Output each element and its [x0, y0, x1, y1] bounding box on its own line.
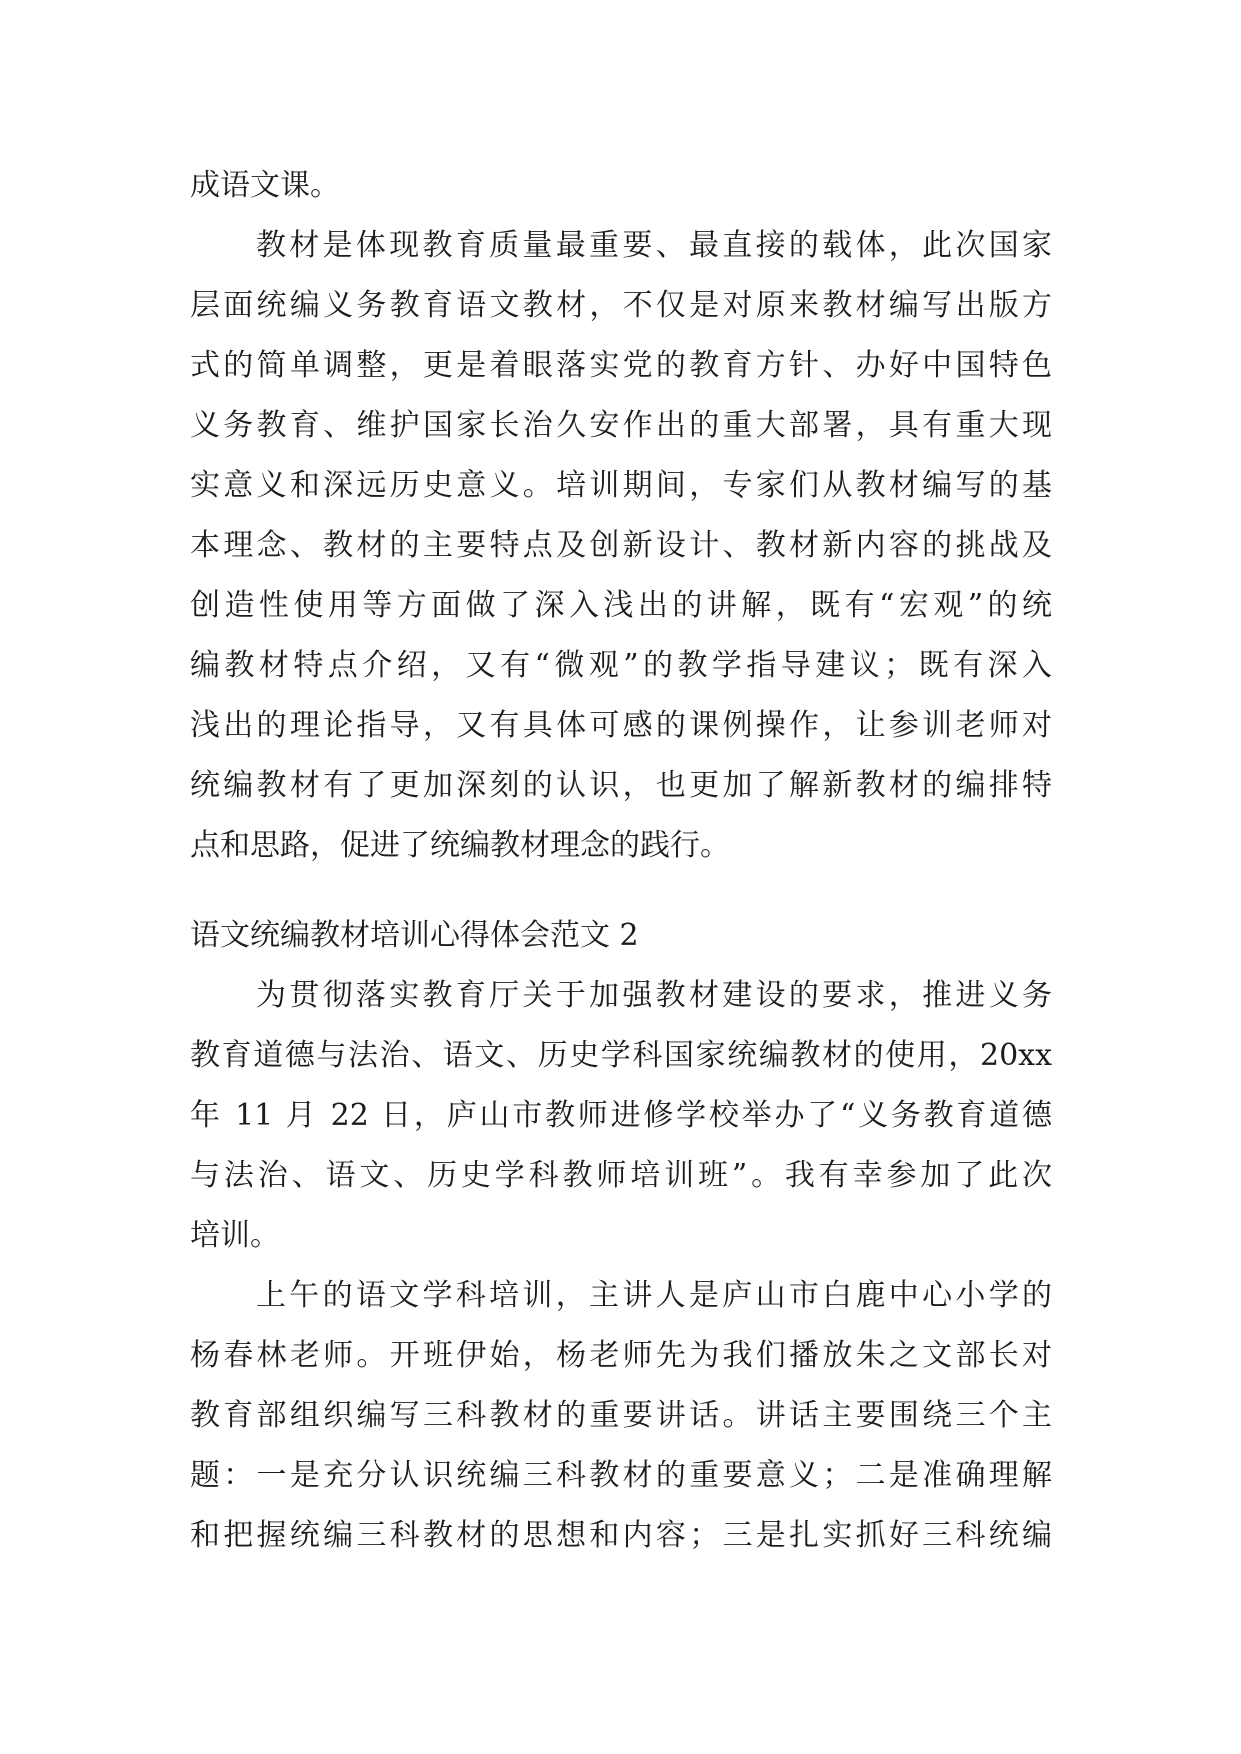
paragraph-line: 年 11 月 22 日，庐山市教师进修学校举办了“义务教育道德 [190, 1098, 1052, 1133]
paragraph-line: 创造性使用等方面做了深入浅出的讲解，既有“宏观”的统 [190, 588, 1052, 623]
paragraph-line: 培训。 [190, 1218, 280, 1253]
paragraph-line: 教育部组织编写三科教材的重要讲话。讲话主要围绕三个主 [190, 1398, 1052, 1433]
paragraph-line: 编教材特点介绍，又有“微观”的教学指导建议；既有深入 [190, 648, 1052, 683]
paragraph-line: 统编教材有了更加深刻的认识，也更加了解新教材的编排特 [190, 768, 1052, 803]
paragraph-line: 教育道德与法治、语文、历史学科国家统编教材的使用，20xx [190, 1038, 1052, 1073]
paragraph-line: 和把握统编三科教材的思想和内容；三是扎实抓好三科统编 [190, 1518, 1052, 1553]
paragraph-line: 实意义和深远历史意义。培训期间，专家们从教材编写的基 [190, 468, 1052, 503]
paragraph-line: 为贯彻落实教育厅关于加强教材建设的要求，推进义务 [256, 978, 1052, 1013]
paragraph-line: 式的简单调整，更是着眼落实党的教育方针、办好中国特色 [190, 348, 1052, 383]
paragraph-line: 浅出的理论指导，又有具体可感的课例操作，让参训老师对 [190, 708, 1052, 743]
paragraph-line: 上午的语文学科培训，主讲人是庐山市白鹿中心小学的 [256, 1278, 1052, 1313]
paragraph-line: 题：一是充分认识统编三科教材的重要意义；二是准确理解 [190, 1458, 1052, 1493]
paragraph-line: 成语文课。 [190, 168, 340, 203]
paragraph-line: 层面统编义务教育语文教材，不仅是对原来教材编写出版方 [190, 288, 1052, 323]
paragraph-line: 杨春林老师。开班伊始，杨老师先为我们播放朱之文部长对 [190, 1338, 1052, 1373]
paragraph-line: 教材是体现教育质量最重要、最直接的载体，此次国家 [256, 228, 1052, 263]
paragraph-line: 本理念、教材的主要特点及创新设计、教材新内容的挑战及 [190, 528, 1052, 563]
paragraph-line: 点和思路，促进了统编教材理念的践行。 [190, 828, 730, 863]
section-heading: 语文统编教材培训心得体会范文 2 [190, 918, 639, 953]
paragraph-line: 义务教育、维护国家长治久安作出的重大部署，具有重大现 [190, 408, 1052, 443]
paragraph-line: 与法治、语文、历史学科教师培训班”。我有幸参加了此次 [190, 1158, 1052, 1193]
